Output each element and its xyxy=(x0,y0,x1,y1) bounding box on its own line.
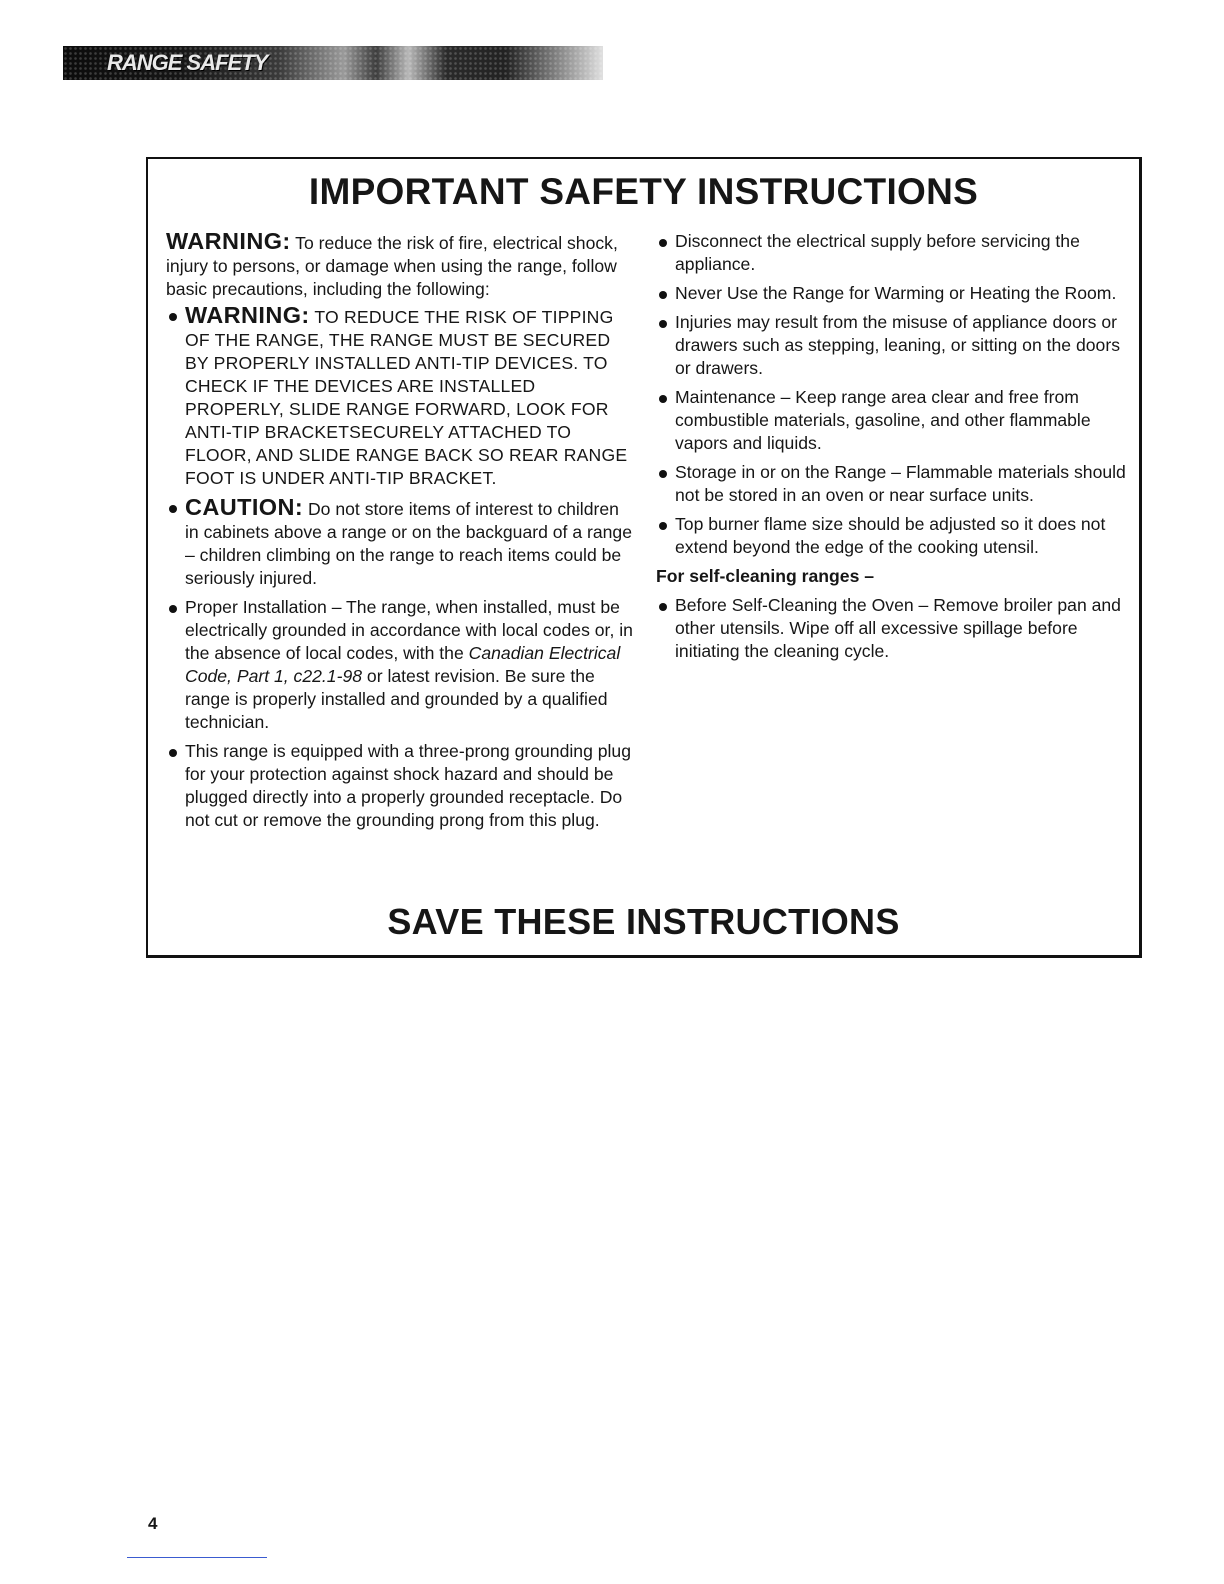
list-item-storage xyxy=(656,461,1126,507)
list-item-disconnect xyxy=(656,230,1126,276)
list-item-caution xyxy=(166,496,636,590)
right-column xyxy=(656,230,1126,669)
anti-tip-warning-text: TO REDUCE THE RISK OF TIPPING OF THE RANGE, THE RANGE MUST BE SECURED BY PROPERLY INSTALLED ANTI-TIP DEVICES. TO CHECK IF THE DEVICES ARE INSTALLED PROPERLY, SLIDE RANGE FORWARD, LOOK FOR ANTI-TIP BRACKETSECURELY ATTACHED TO FLOOR, AND SLIDE RANGE BACK SO REAR RANGE FOOT IS UNDER ANTI-TIP BRACKET. xyxy=(185,307,628,488)
bullet-icon xyxy=(169,605,177,613)
caution-label: CAUTION: xyxy=(185,494,304,520)
bullet-icon xyxy=(659,603,667,611)
anti-tip-warning-label: WARNING: xyxy=(185,302,310,328)
list-item-proper-installation xyxy=(166,596,636,734)
list-item-self-cleaning xyxy=(656,594,1126,663)
self-cleaning-subhead: For self-cleaning ranges – xyxy=(656,566,875,586)
bullet-icon xyxy=(659,239,667,247)
disconnect-text: Disconnect the electrical supply before servicing the appliance. xyxy=(675,231,1080,274)
list-item-burner-flame xyxy=(656,513,1126,559)
box-title: IMPORTANT SAFETY INSTRUCTIONS xyxy=(308,171,979,212)
grounding-plug-text: This range is equipped with a three-prong grounding plug for your protection against shock hazard and should be plugged directly into a properly grounded receptacle. Do not cut or remove the grounding prong from this plug. xyxy=(185,741,632,830)
no-heating-text: Never Use the Range for Warming or Heating the Room. xyxy=(675,283,1117,303)
electrical-code-reference: Canadian Electrical Code, Part 1, c22.1-98 xyxy=(185,643,621,686)
installation-text-b: or latest revision. Be sure the range is properly installed and grounded by a qualified technician. xyxy=(185,666,608,732)
list-item-anti-tip xyxy=(166,304,636,490)
bullet-icon xyxy=(659,470,667,478)
bullet-icon xyxy=(659,320,667,328)
page-number: 4 xyxy=(148,1514,158,1533)
self-cleaning-text: Before Self-Cleaning the Oven – Remove broiler pan and other utensils. Wipe off all excessive spillage before initiating the cleaning cycle. xyxy=(675,595,1121,661)
section-header-banner xyxy=(63,46,603,80)
section-header-label: RANGE SAFETY xyxy=(107,50,268,75)
installation-text-a: Proper Installation – The range, when installed, must be electrically grounded in accordance with local codes or, in the absence of local codes, with the xyxy=(185,597,633,663)
door-misuse-text: Injuries may result from the misuse of appliance doors or drawers such as stepping, leaning, or sitting on the doors or drawers. xyxy=(675,312,1120,378)
intro-warning xyxy=(166,230,636,301)
list-item-door-misuse xyxy=(656,311,1126,380)
bullet-icon xyxy=(659,291,667,299)
save-instructions-title: SAVE THESE INSTRUCTIONS xyxy=(387,901,900,942)
left-column xyxy=(166,230,636,838)
footer-rule xyxy=(127,1557,267,1558)
bullet-icon xyxy=(169,749,177,757)
safety-instructions-box xyxy=(146,157,1142,958)
maintenance-text: Maintenance – Keep range area clear and free from combustible materials, gasoline, and other flammable vapors and liquids. xyxy=(675,387,1091,453)
list-item-no-heating xyxy=(656,282,1126,305)
bullet-icon xyxy=(169,505,177,513)
storage-text: Storage in or on the Range – Flammable materials should not be stored in an oven or near surface units. xyxy=(675,462,1126,505)
intro-warning-text: To reduce the risk of fire, electrical shock, injury to persons, or damage when using the range, follow basic precautions, including the following: xyxy=(166,233,618,299)
bullet-icon xyxy=(169,313,177,321)
bullet-icon xyxy=(659,395,667,403)
caution-text: Do not store items of interest to children in cabinets above a range or on the backguard of a range – children climbing on the range to reach items could be seriously injured. xyxy=(185,499,632,588)
list-item-grounding-plug xyxy=(166,740,636,832)
list-item-maintenance xyxy=(656,386,1126,455)
bullet-icon xyxy=(659,522,667,530)
burner-flame-text: Top burner flame size should be adjusted so it does not extend beyond the edge of the cooking utensil. xyxy=(675,514,1106,557)
intro-warning-label: WARNING: xyxy=(166,228,291,254)
